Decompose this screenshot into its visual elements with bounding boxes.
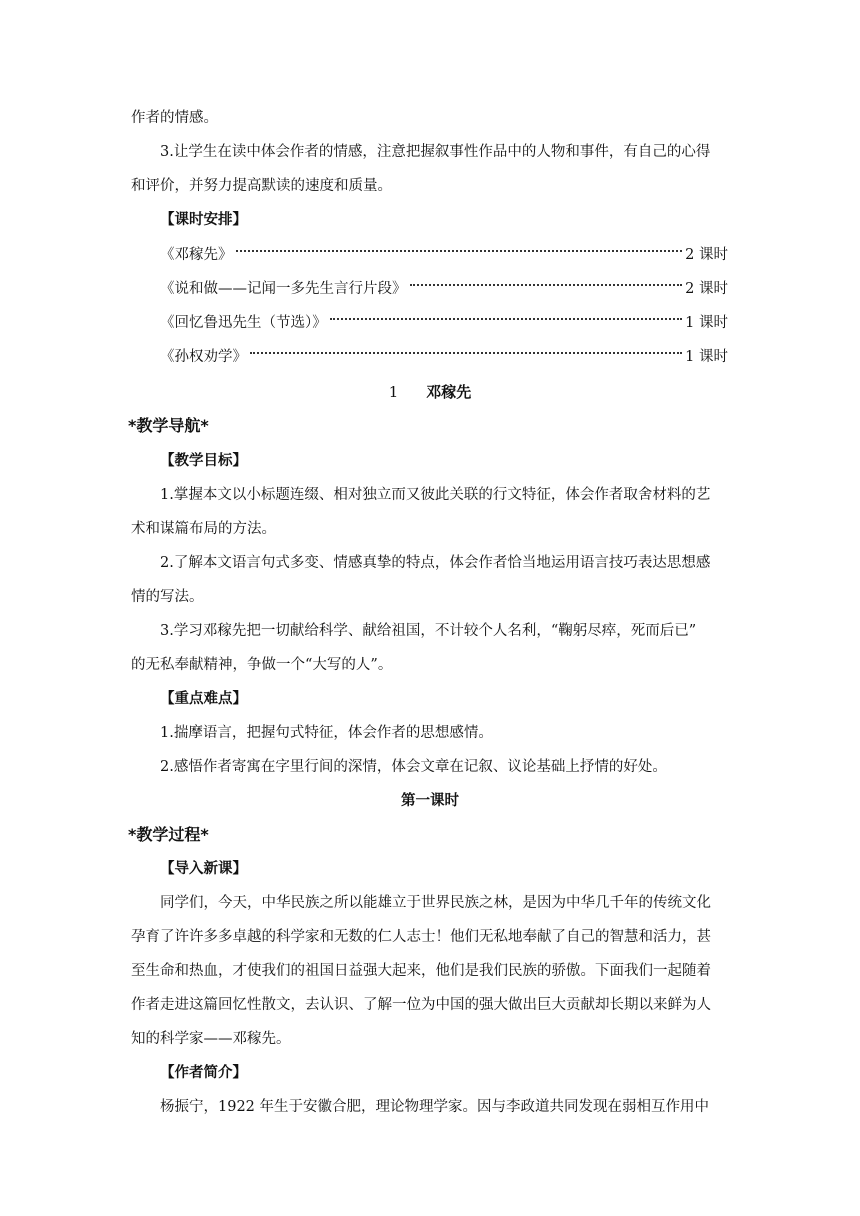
text-line: 同学们，今天，中华民族之所以能雄立于世界民族之林，是因为中华几千年的传统文化: [160, 895, 711, 911]
text-line: 2.了解本文语言句式多变、情感真挚的特点，体会作者恰当地运用语言技巧表达思想感: [160, 555, 711, 571]
toc-entry: [160, 279, 728, 299]
text-line: 的无私奉献精神，争做一个“大写的人”。: [131, 657, 393, 673]
text-line: 3.让学生在读中体会作者的情感，注意把握叙事性作品中的人物和事件，有自己的心得: [160, 144, 711, 160]
toc-title: 《说和做——记闻一多先生言行片段》: [160, 281, 407, 297]
toc-leader: [236, 250, 683, 252]
toc-title: 《孙权劝学》: [160, 349, 247, 365]
text-line: 作者的情感。: [131, 110, 218, 126]
toc-leader: [330, 318, 682, 320]
toc-entry: [160, 347, 728, 367]
section-heading: 【课时安排】: [160, 212, 247, 228]
toc-leader: [410, 284, 683, 286]
section-heading: 【重点难点】: [160, 691, 247, 707]
toc-hours: 2 课时: [685, 247, 728, 263]
text-line: 和评价，并努力提高默读的速度和质量。: [131, 178, 392, 194]
toc-entry: [160, 245, 728, 265]
text-line: 知的科学家——邓稼先。: [131, 1031, 291, 1047]
text-line: 1.掌握本文以小标题连缀、相对独立而又彼此关联的行文特征，体会作者取舍材料的艺: [160, 487, 711, 503]
toc-title: 《回忆鲁迅先生（节选）》: [160, 315, 327, 331]
section-heading: 【作者简介】: [160, 1065, 247, 1081]
chapter-name: 邓稼先: [426, 383, 472, 401]
toc-hours: 2 课时: [685, 281, 728, 297]
toc-hours: 1 课时: [685, 349, 728, 365]
chapter-number: 1: [388, 383, 399, 401]
text-line: 至生命和热血，才使我们的祖国日益强大起来，他们是我们民族的骄傲。下面我们一起随着: [131, 963, 711, 979]
toc-hours: 1 课时: [685, 315, 728, 331]
section-heading: 【教学目标】: [160, 453, 247, 469]
text-line: 杨振宁，1922 年生于安徽合肥，理论物理学家。因与李政道共同发现在弱相互作用中: [160, 1099, 710, 1115]
text-line: 3.学习邓稼先把一切献给科学、献给祖国，不计较个人名利，“鞠躬尽瘁，死而后已”: [160, 623, 697, 639]
text-line: 术和谋篇布局的方法。: [131, 521, 276, 537]
toc-title: 《邓稼先》: [160, 247, 233, 263]
lesson-title: 第一课时: [401, 793, 459, 809]
nav-heading: *教学过程*: [128, 825, 209, 844]
toc-leader: [250, 352, 682, 354]
text-line: 2.感悟作者寄寓在字里行间的深情，体会文章在记叙、议论基础上抒情的好处。: [160, 759, 667, 775]
section-heading: 【导入新课】: [160, 861, 247, 877]
text-line: 情的写法。: [131, 589, 204, 605]
text-line: 1.揣摩语言，把握句式特征，体会作者的思想感情。: [160, 725, 493, 741]
text-line: 孕育了许许多多卓越的科学家和无数的仁人志士！他们无私地奉献了自己的智慧和活力，甚: [131, 929, 711, 945]
nav-heading: *教学导航*: [128, 416, 209, 435]
toc-entry: [160, 313, 728, 333]
chapter-title: [0, 382, 860, 402]
text-line: 作者走进这篇回忆性散文，去认识、了解一位为中国的强大做出巨大贡献却长期以来鲜为人: [131, 997, 711, 1013]
